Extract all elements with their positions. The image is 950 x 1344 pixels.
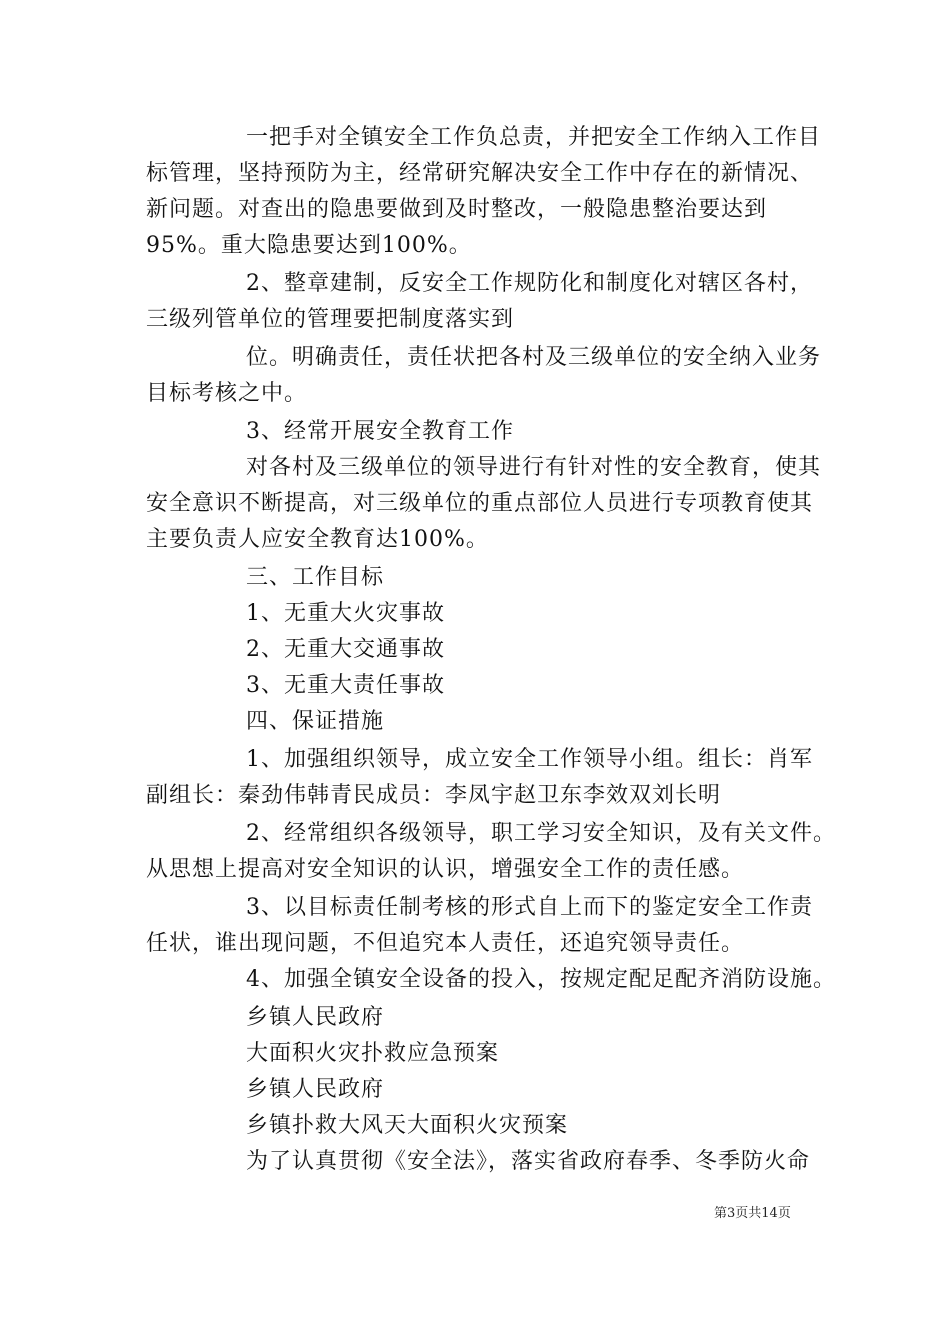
paragraph-line: 任状，谁出现问题，不但追究本人责任，还追究领导责任。 <box>146 931 745 956</box>
paragraph-line: 乡镇人民政府 <box>246 1005 385 1030</box>
paragraph-line: 3、以目标责任制考核的形式自上而下的鉴定安全工作责 <box>246 895 813 920</box>
paragraph-line: 主要负责人应安全教育达100%。 <box>146 527 489 552</box>
paragraph-line: 位。明确责任，责任状把各村及三级单位的安全纳入业务 <box>246 345 822 370</box>
section-heading: 三、工作目标 <box>246 565 385 590</box>
paragraph-line: 为了认真贯彻《安全法》，落实省政府春季、冬季防火命 <box>246 1149 811 1174</box>
paragraph-line: 2、整章建制，反安全工作规防化和制度化对辖区各村， <box>246 271 813 296</box>
paragraph-line: 目标考核之中。 <box>146 381 308 406</box>
paragraph-line: 2、经常组织各级领导，职工学习安全知识，及有关文件。 <box>246 821 836 846</box>
paragraph-line: 对各村及三级单位的领导进行有针对性的安全教育，使其 <box>246 455 822 480</box>
paragraph-line: 标管理，坚持预防为主，经常研究解决安全工作中存在的新情况、 <box>146 161 814 186</box>
paragraph-line: 副组长：秦劲伟韩青民成员：李凤宇赵卫东李效双刘长明 <box>146 783 722 808</box>
page-number-footer: 第3页共14页 <box>714 1206 791 1221</box>
paragraph-line: 从思想上提高对安全知识的认识，增强安全工作的责任感。 <box>146 857 745 882</box>
paragraph-line: 乡镇扑救大风天大面积火灾预案 <box>246 1113 569 1138</box>
paragraph-line: 一把手对全镇安全工作负总责，并把安全工作纳入工作目 <box>246 125 822 150</box>
paragraph-line: 4、加强全镇安全设备的投入，按规定配足配齐消防设施。 <box>246 967 836 992</box>
paragraph-line: 1、加强组织领导，成立安全工作领导小组。组长：肖军 <box>246 747 813 772</box>
paragraph-line: 三级列管单位的管理要把制度落实到 <box>146 307 515 332</box>
paragraph-line: 大面积火灾扑救应急预案 <box>246 1041 500 1066</box>
list-item: 1、无重大火灾事故 <box>246 601 445 626</box>
list-item: 3、无重大责任事故 <box>246 673 445 698</box>
paragraph-line: 95%。重大隐患要达到100%。 <box>146 233 472 258</box>
paragraph-line: 乡镇人民政府 <box>246 1077 385 1102</box>
section-heading: 四、保证措施 <box>246 709 385 734</box>
paragraph-line: 安全意识不断提高，对三级单位的重点部位人员进行专项教育使其 <box>146 491 814 516</box>
section-heading: 3、经常开展安全教育工作 <box>246 419 514 444</box>
paragraph-line: 新问题。对查出的隐患要做到及时整改，一般隐患整治要达到 <box>146 197 768 222</box>
list-item: 2、无重大交通事故 <box>246 637 445 662</box>
